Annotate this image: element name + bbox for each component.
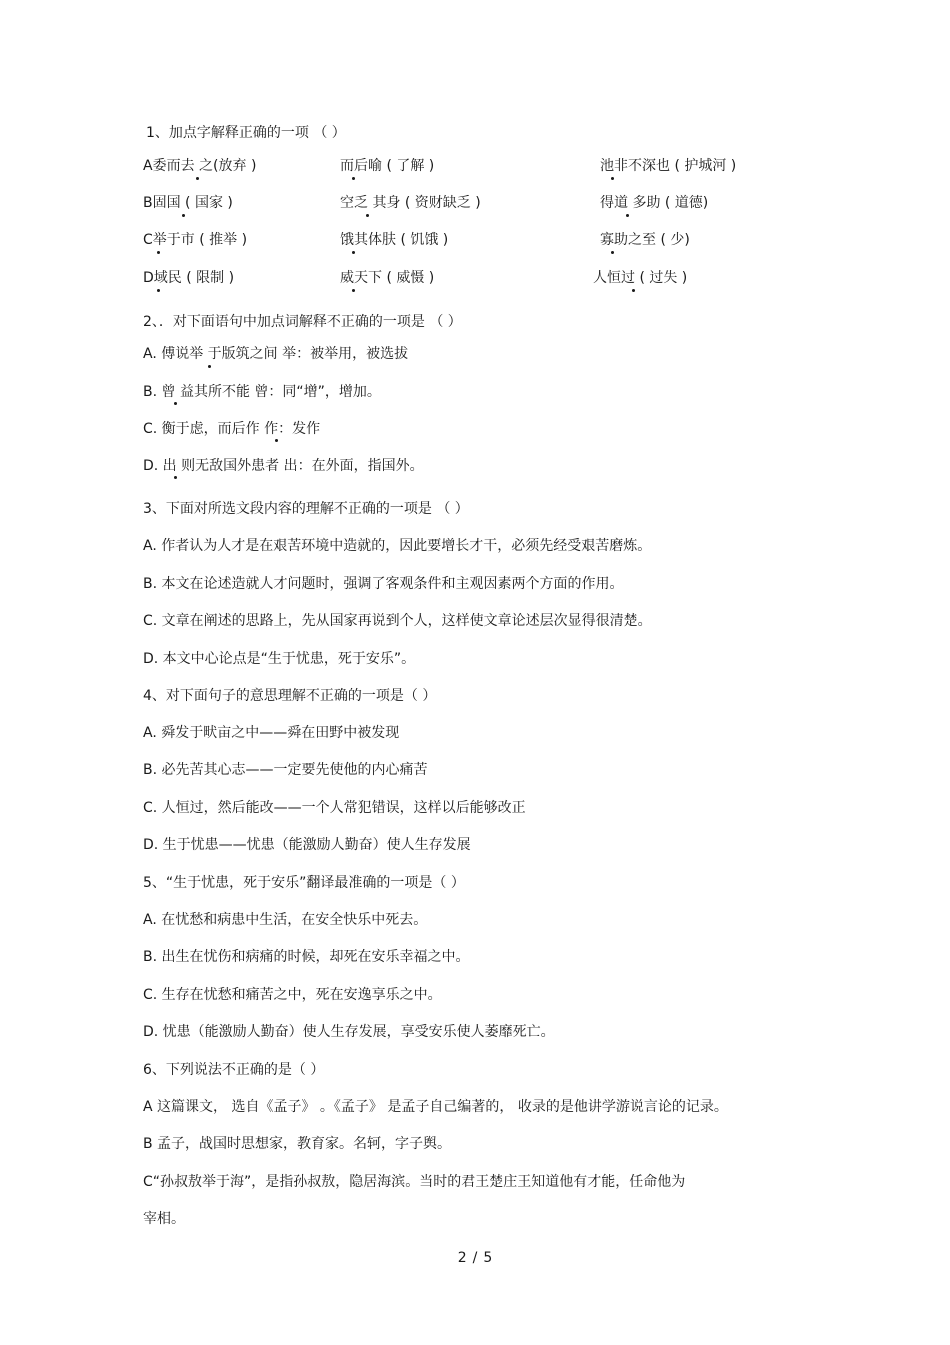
- emphasis-dot: [196, 177, 199, 180]
- emphasis-dot: [275, 439, 278, 442]
- emphasis-dot: [157, 251, 160, 254]
- page-number: [0, 1250, 950, 1266]
- q6-option-b: B 孟子，战国时思想家，教育家。名轲，字子舆。: [143, 1136, 452, 1152]
- q1-option-d-col2: 威天下 ( 威慑 ): [340, 270, 435, 286]
- emphasis-dot: [182, 214, 185, 217]
- q1-option-b-col2: 空乏 其身 ( 资财缺乏 ): [340, 195, 481, 211]
- q1-option-d-col3: 人恒过 ( 过失 ): [593, 270, 688, 286]
- q1-option-b-col1: B固国 ( 国家 ): [143, 195, 233, 211]
- emphasis-dot: [208, 365, 211, 368]
- q5-option-a: A. 在忧愁和病患中生活，在安全快乐中死去。: [143, 912, 428, 928]
- emphasis-dot: [174, 476, 177, 479]
- q4-option-b: B. 必先苦其心志——一定要先使他的内心痛苦: [143, 762, 428, 778]
- emphasis-dot: [157, 289, 160, 292]
- q1-option-a-col2: 而后喻 ( 了解 ): [340, 158, 435, 174]
- q1-option-a-col1: A委而去 之(放弃 ): [143, 158, 257, 174]
- page-separator: /: [472, 1250, 478, 1266]
- emphasis-dot: [626, 214, 629, 217]
- emphasis-dot: [366, 214, 369, 217]
- emphasis-dot: [174, 402, 177, 405]
- q3-option-b: B. 本文在论述造就人才问题时，强调了客观条件和主观因素两个方面的作用。: [143, 576, 624, 592]
- q4-option-c: C. 人恒过，然后能改——一个人常犯错误，这样以后能够改正: [143, 800, 526, 816]
- q1-option-c-col2: 饿其体肤 ( 饥饿 ): [340, 232, 449, 248]
- q3-stem: 3、下面对所选文段内容的理解不正确的一项是 （ ）: [143, 501, 469, 517]
- page-current: 2: [457, 1250, 467, 1266]
- q3-option-d: D. 本文中心论点是“生于忧患，死于安乐”。: [143, 651, 416, 667]
- q2-stem: 2、．对下面语句中加点词解释不正确的一项是 （ ）: [143, 314, 462, 330]
- q6-option-c: C“孙叔敖举于海”，是指孙叔敖，隐居海滨。当时的君王楚庄王知道他有才能，任命他为: [143, 1174, 686, 1190]
- q4-option-a: A. 舜发于畎亩之中——舜在田野中被发现: [143, 725, 400, 741]
- q1-option-d-col1: D域民 ( 限制 ): [143, 270, 235, 286]
- q6-option-c-continued: 宰相。: [143, 1211, 185, 1227]
- q1-option-a-col3: 池非不深也 ( 护城河 ): [600, 158, 737, 174]
- emphasis-dot: [352, 289, 355, 292]
- emphasis-dot: [352, 177, 355, 180]
- q1-option-b-col3: 得道 多助 ( 道德): [600, 195, 709, 211]
- q5-stem: 5、“生于忧患，死于安乐”翻译最准确的一项是（ ）: [143, 875, 465, 891]
- emphasis-dot: [611, 251, 614, 254]
- q2-option-c: C. 衡于虑，而后作 作：发作: [143, 421, 321, 437]
- q1-option-c-col1: C举于市 ( 推举 ): [143, 232, 248, 248]
- q1-option-c-col3: 寡助之至 ( 少): [600, 232, 690, 248]
- q4-stem: 4、对下面句子的意思理解不正确的一项是（ ）: [143, 688, 437, 704]
- q5-option-c: C. 生存在忧愁和痛苦之中，死在安逸享乐之中。: [143, 987, 442, 1003]
- q2-option-a: A. 傅说举 于版筑之间 举：被举用，被选拔: [143, 346, 409, 362]
- page-total: 5: [483, 1250, 493, 1266]
- q3-option-a: A. 作者认为人才是在艰苦环境中造就的，因此要增长才干，必须先经受艰苦磨炼。: [143, 538, 652, 554]
- q5-option-d: D. 忧患（能激励人勤奋）使人生存发展，享受安乐使人萎靡死亡。: [143, 1024, 555, 1040]
- q6-option-a: A 这篇课文， 选自《孟子》 。《孟子》 是孟子自己编著的， 收录的是他讲学游说言论的记录。: [143, 1099, 728, 1115]
- q5-option-b: B. 出生在忧伤和病痛的时候，却死在安乐幸福之中。: [143, 949, 470, 965]
- q4-option-d: D. 生于忧患——忧患（能激励人勤奋）使人生存发展: [143, 837, 471, 853]
- q2-option-d: D. 出 则无敌国外患者 出：在外面，指国外。: [143, 458, 424, 474]
- q1-stem: 1、加点字解释正确的一项 （ ）: [146, 125, 346, 141]
- q6-stem: 6、下列说法不正确的是（ ）: [143, 1062, 325, 1078]
- emphasis-dot: [611, 177, 614, 180]
- q3-option-c: C. 文章在阐述的思路上，先从国家再说到个人，这样使文章论述层次显得很清楚。: [143, 613, 652, 629]
- emphasis-dot: [632, 289, 635, 292]
- emphasis-dot: [352, 251, 355, 254]
- q2-option-b: B. 曾 益其所不能 曾：同“增”，增加。: [143, 384, 381, 400]
